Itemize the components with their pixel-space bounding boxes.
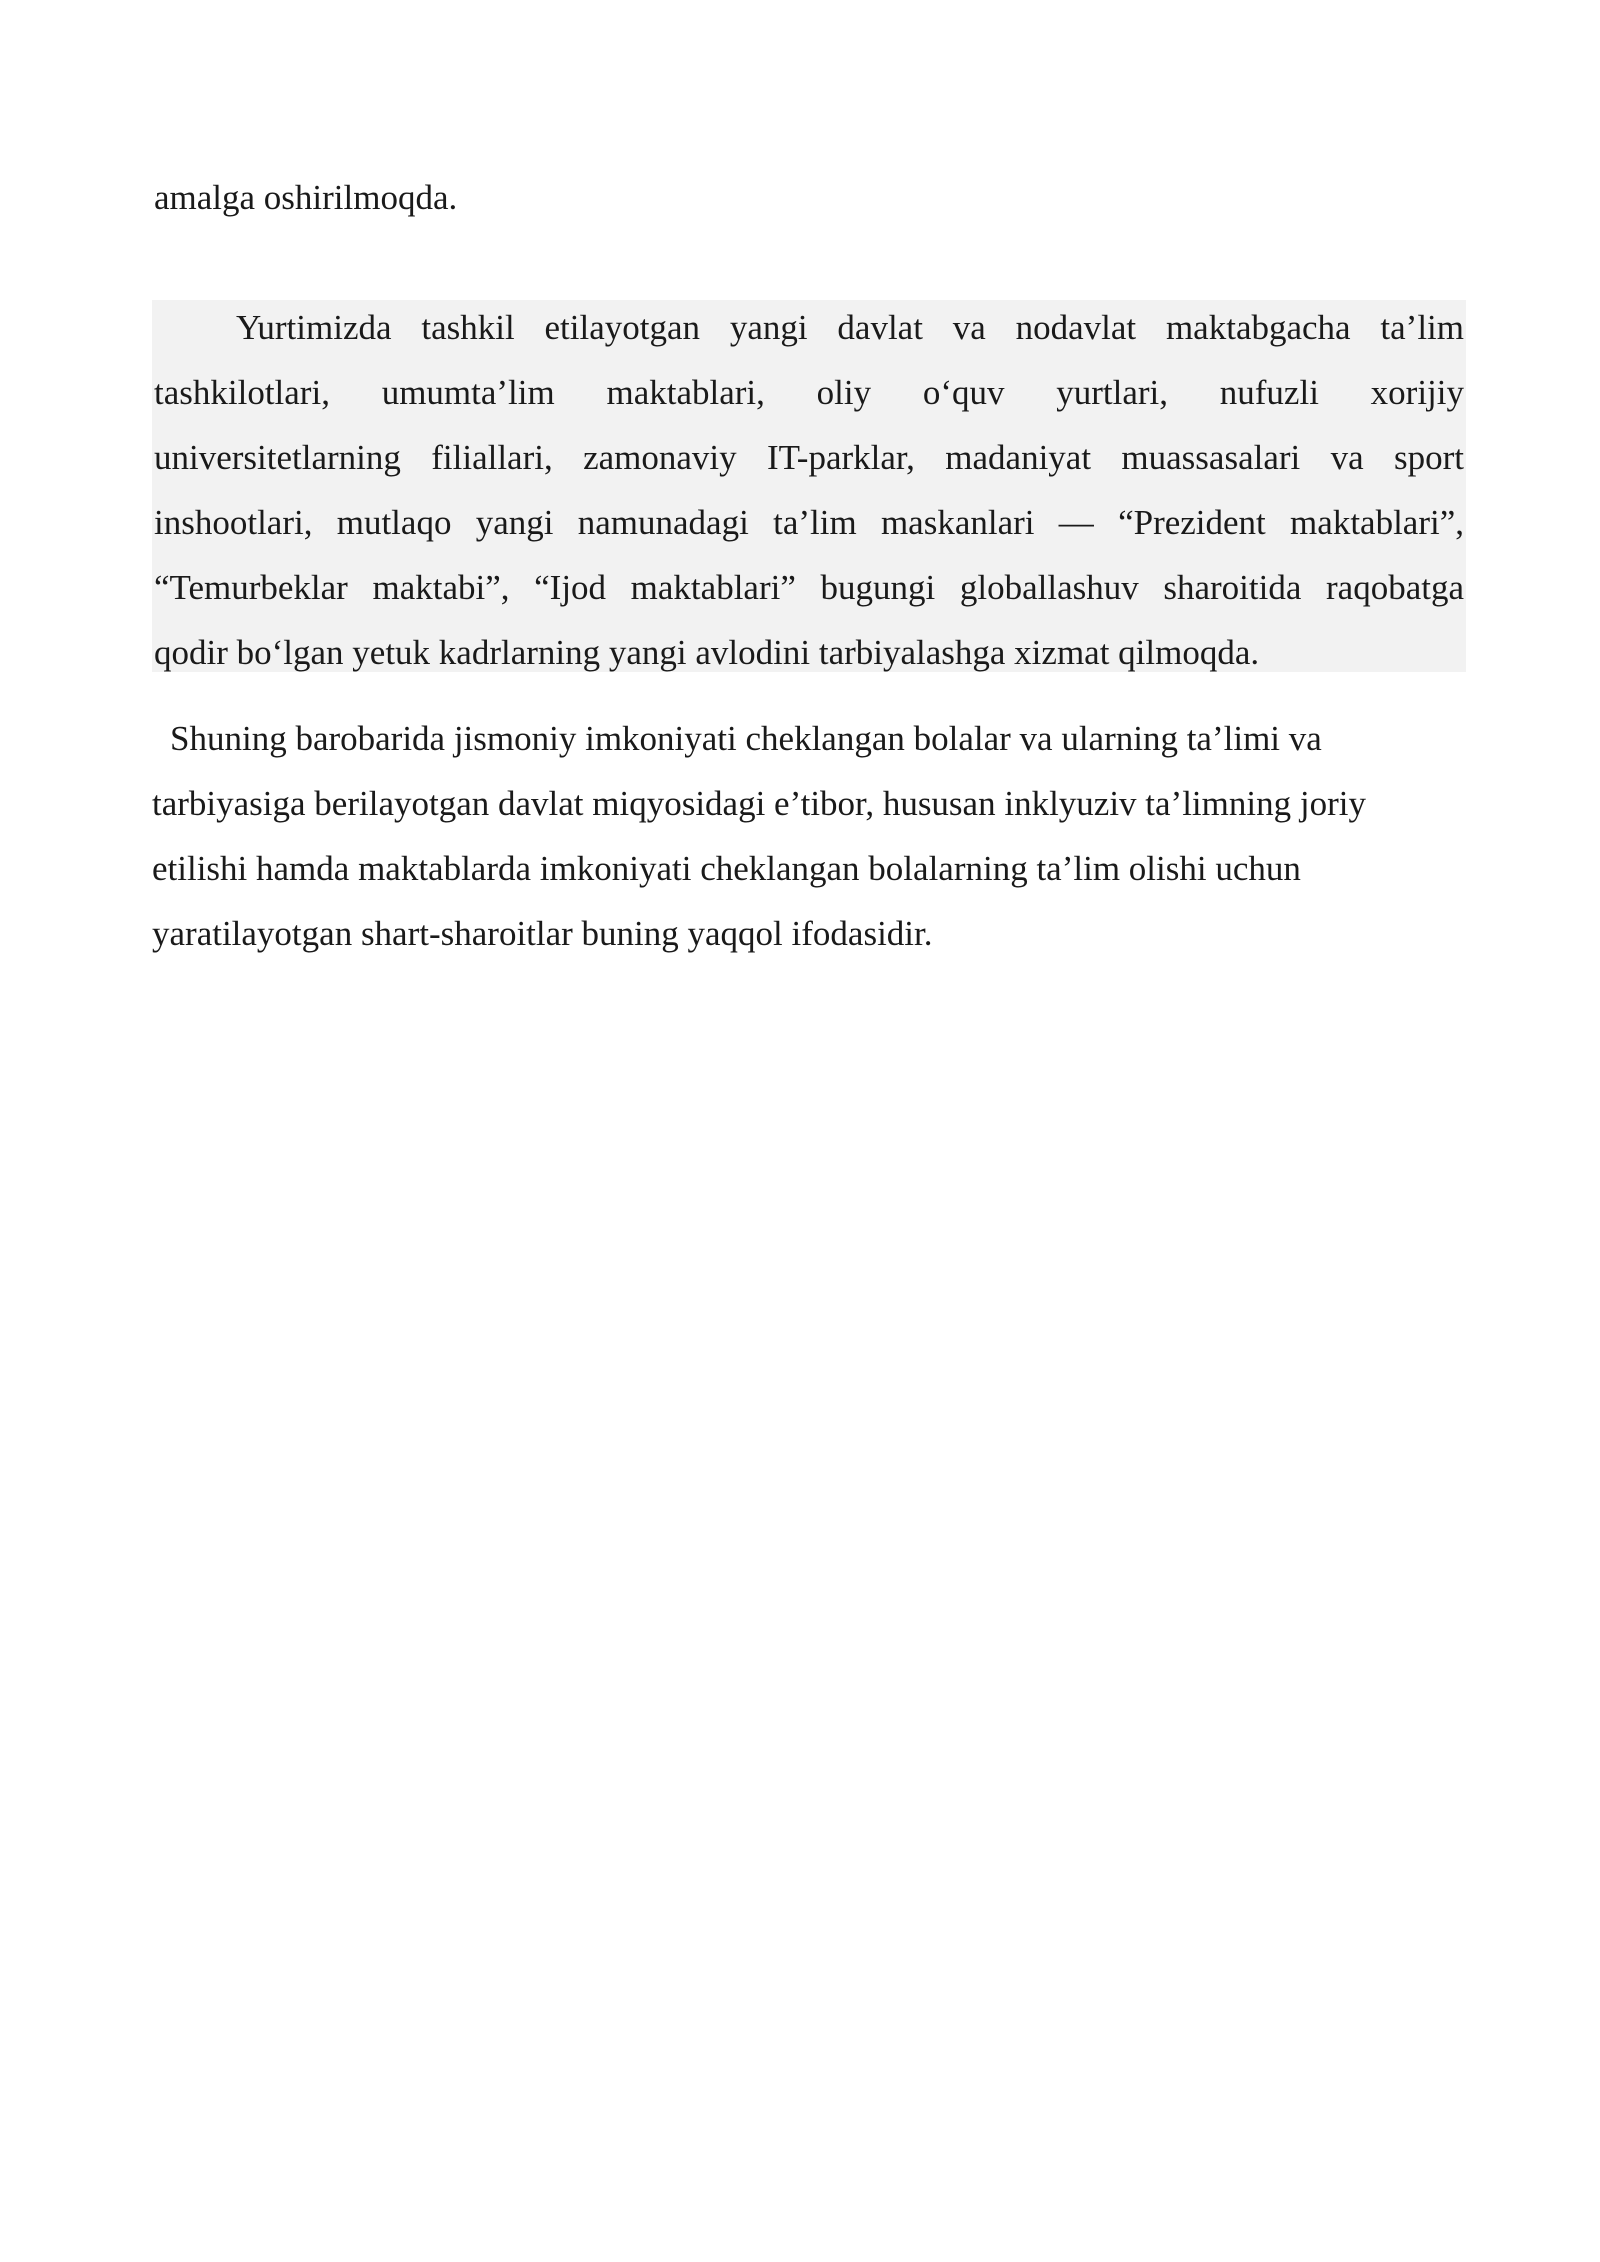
paragraph-line: yaratilayotgan shart-sharoitlar buning yaqqol ifodasidir. (152, 914, 933, 953)
paragraph-line: Shuning barobarida jismoniy imkoniyati cheklangan bolalar va ularning ta’limi va (170, 719, 1322, 758)
highlighted-paragraph-background (152, 300, 1466, 672)
paragraph-line: tashkilotlari, umumta’lim maktablari, oliy o‘quv yurtlari, nufuzli xorijiy (154, 373, 1464, 412)
paragraph-continuation: amalga oshirilmoqda. (154, 178, 458, 217)
paragraph-line: “Temurbeklar maktabi”, “Ijod maktablari” bugungi globallashuv sharoitida raqobatga (154, 568, 1464, 607)
paragraph-line: tarbiyasiga berilayotgan davlat miqyosidagi e’tibor, hususan inklyuziv ta’limning joriy (152, 784, 1366, 823)
paragraph-line: inshootlari, mutlaqo yangi namunadagi ta’lim maskanlari — “Prezident maktablari”, (154, 503, 1464, 542)
paragraph-line: universitetlarning filiallari, zamonaviy IT-parklar, madaniyat muassasalari va sport (154, 438, 1464, 477)
paragraph-line: qodir bo‘lgan yetuk kadrlarning yangi avlodini tarbiyalashga xizmat qilmoqda. (154, 633, 1260, 672)
paragraph-line: Yurtimizda tashkil etilayotgan yangi davlat va nodavlat maktabgacha ta’lim (236, 308, 1464, 347)
paragraph-line: etilishi hamda maktablarda imkoniyati cheklangan bolalarning ta’lim olishi uchun (152, 849, 1301, 888)
